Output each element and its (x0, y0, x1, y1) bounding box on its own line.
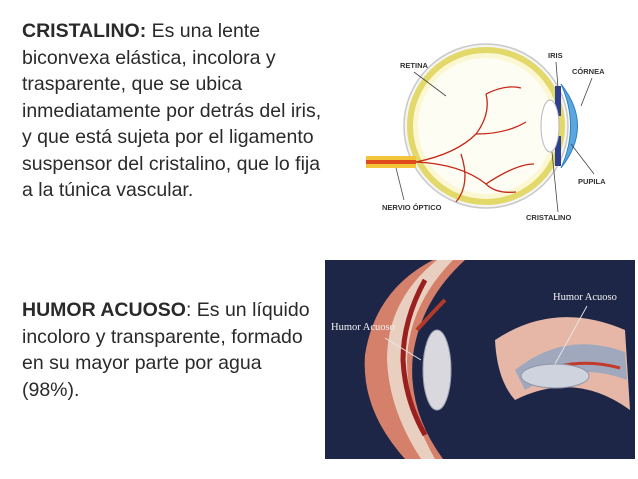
label-pupila: PUPILA (578, 177, 606, 186)
lens-shape (541, 100, 559, 152)
eye-anatomy-diagram (366, 14, 634, 228)
cristalino-term: CRISTALINO: (22, 20, 147, 42)
humor-acuoso-definition: : Es un líquido incoloro y transparente, formado en su mayor parte por agua (98%). (22, 299, 310, 401)
cristalino-definition: Es una lente biconvexa elástica, incolora y trasparente, que se ubica inmediatamente por detrás del iris, y que está sujeta por el ligamento suspensor del cristalino, que lo fija a la túnica vascular. (22, 20, 322, 201)
label-humor-acuoso-right: Humor Acuoso (553, 292, 617, 303)
label-cristalino: CRISTALINO (526, 213, 572, 222)
humor-acuoso-term: HUMOR ACUOSO (22, 299, 186, 321)
humor-acuoso-illustration (325, 260, 635, 459)
cristalino-paragraph (22, 18, 322, 204)
vitreous-body (418, 58, 554, 194)
label-humor-acuoso-left: Humor Acuoso (331, 322, 395, 333)
humor-acuoso-paragraph (22, 297, 322, 403)
label-cornea: CÓRNEA (572, 67, 605, 76)
label-iris: IRIS (548, 51, 563, 60)
label-retina: RETINA (400, 61, 428, 70)
label-nervio-optico: NERVIO ÓPTICO (382, 203, 442, 212)
